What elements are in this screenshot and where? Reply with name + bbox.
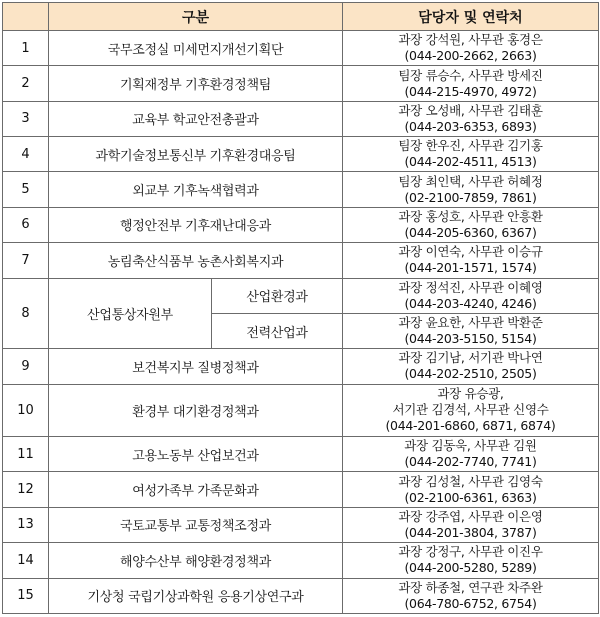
contact-phone: (02-2100-7859, 7861) <box>404 189 537 205</box>
row-number: 1 <box>3 31 49 66</box>
contact-cell <box>343 31 599 66</box>
table-row <box>3 578 599 613</box>
contact-cell <box>343 349 599 384</box>
contact-cell <box>343 278 599 313</box>
department-cell: 환경부 대기환경정책과 <box>49 384 343 437</box>
table-row <box>3 243 599 278</box>
row-number: 14 <box>3 543 49 578</box>
row-number: 7 <box>3 243 49 278</box>
table-row <box>3 472 599 507</box>
contact-names: 과장 윤요한, 사무관 박환준 <box>398 315 543 331</box>
contact-cell <box>343 384 599 437</box>
contact-phone: (044-205-6360, 6367) <box>404 224 537 240</box>
table-row <box>3 543 599 578</box>
contact-cell <box>343 137 599 172</box>
contact-names: 과장 김성철, 사무관 김영숙 <box>398 473 543 489</box>
contact-cell <box>343 66 599 101</box>
contact-phone: (044-202-7740, 7741) <box>404 454 537 470</box>
table-row <box>3 207 599 242</box>
row-number: 3 <box>3 101 49 136</box>
header-contact: 담당자 및 연락처 <box>343 3 599 31</box>
header-row <box>3 3 599 31</box>
contact-names: 과장 이연숙, 사무관 이승규 <box>398 244 543 260</box>
table-row <box>3 172 599 207</box>
contact-names: 팀장 한우진, 사무관 김기홍 <box>398 138 543 154</box>
table-row <box>3 349 599 384</box>
department-cell: 산업통상자원부 <box>49 278 212 349</box>
contact-names: 과장 정석진, 사무관 이혜영 <box>398 279 543 295</box>
contact-phone: (044-201-1571, 1574) <box>404 260 537 276</box>
row-number: 2 <box>3 66 49 101</box>
contact-phone: (044-203-5150, 5154) <box>404 331 537 347</box>
table-row <box>3 437 599 472</box>
contact-names: 과장 하종철, 연구관 차주완 <box>398 579 543 595</box>
row-number: 11 <box>3 437 49 472</box>
table-body <box>3 31 599 614</box>
department-cell: 외교부 기후녹색협력과 <box>49 172 343 207</box>
contact-phone: (044-203-6353, 6893) <box>404 118 537 134</box>
contact-phone: (044-201-3804, 3787) <box>404 524 537 540</box>
row-number: 12 <box>3 472 49 507</box>
department-cell: 국토교통부 교통정책조정과 <box>49 507 343 542</box>
contact-names: 과장 강석원, 사무관 홍경은 <box>398 32 543 48</box>
department-cell: 교육부 학교안전총괄과 <box>49 101 343 136</box>
contact-phone: (044-202-4511, 4513) <box>404 154 537 170</box>
table-row <box>3 137 599 172</box>
contact-phone: (044-202-2510, 2505) <box>404 366 537 382</box>
department-cell: 해양수산부 해양환경정책과 <box>49 543 343 578</box>
contact-names: 서기관 김경석, 사무관 신영수 <box>392 402 549 418</box>
contact-cell <box>343 578 599 613</box>
contact-names: 과장 김기남, 서기관 박나연 <box>398 350 543 366</box>
row-number: 9 <box>3 349 49 384</box>
contact-names: 팀장 최인택, 사무관 허혜정 <box>398 173 543 189</box>
contact-cell <box>343 313 599 348</box>
department-cell: 보건복지부 질병정책과 <box>49 349 343 384</box>
contact-cell <box>343 437 599 472</box>
contact-cell <box>343 543 599 578</box>
contact-phone: (044-200-5280, 5289) <box>404 560 537 576</box>
row-number: 5 <box>3 172 49 207</box>
contact-phone: (044-200-2662, 2663) <box>404 48 537 64</box>
row-number: 15 <box>3 578 49 613</box>
contact-phone: (02-2100-6361, 6363) <box>404 489 537 505</box>
contact-phone: (044-215-4970, 4972) <box>404 83 537 99</box>
department-cell: 행정안전부 기후재난대응과 <box>49 207 343 242</box>
table-row <box>3 66 599 101</box>
table-row <box>3 384 599 437</box>
department-cell: 고용노동부 산업보건과 <box>49 437 343 472</box>
table-header <box>3 3 599 31</box>
header-division: 구분 <box>49 3 343 31</box>
contact-table <box>2 2 599 614</box>
sub-unit-cell: 전력산업과 <box>212 313 343 348</box>
contact-cell <box>343 472 599 507</box>
table-row <box>3 101 599 136</box>
contact-cell <box>343 207 599 242</box>
row-number: 13 <box>3 507 49 542</box>
row-number: 4 <box>3 137 49 172</box>
row-number: 10 <box>3 384 49 437</box>
contact-names: 과장 홍성호, 사무관 안흥환 <box>398 208 543 224</box>
department-cell: 기상청 국립기상과학원 응용기상연구과 <box>49 578 343 613</box>
contact-cell <box>343 507 599 542</box>
contact-phone: (064-780-6752, 6754) <box>404 595 537 611</box>
contact-names: 팀장 류승수, 사무관 방세진 <box>398 67 543 83</box>
contact-names: 과장 강주엽, 사무관 이은영 <box>398 508 543 524</box>
contact-cell <box>343 172 599 207</box>
row-number: 6 <box>3 207 49 242</box>
department-cell: 국무조정실 미세먼지개선기획단 <box>49 31 343 66</box>
contact-names: 과장 강정구, 사무관 이진우 <box>398 544 543 560</box>
department-cell: 과학기술정보통신부 기후환경대응팀 <box>49 137 343 172</box>
contact-phone: (044-203-4240, 4246) <box>404 295 537 311</box>
sub-unit-cell: 산업환경과 <box>212 278 343 313</box>
department-cell: 기획재정부 기후환경정책팀 <box>49 66 343 101</box>
table-row <box>3 278 599 313</box>
department-cell: 농림축산식품부 농촌사회복지과 <box>49 243 343 278</box>
contact-names: 과장 오성배, 사무관 김태훈 <box>398 102 543 118</box>
department-cell: 여성가족부 가족문화과 <box>49 472 343 507</box>
contact-cell <box>343 101 599 136</box>
header-number <box>3 3 49 31</box>
table-row <box>3 507 599 542</box>
contact-names: 과장 유승광, <box>437 386 504 402</box>
contact-phone: (044-201-6860, 6871, 6874) <box>385 418 556 434</box>
table-row <box>3 31 599 66</box>
contact-names: 과장 김동욱, 사무관 김원 <box>404 438 537 454</box>
row-number: 8 <box>3 278 49 349</box>
contact-cell <box>343 243 599 278</box>
